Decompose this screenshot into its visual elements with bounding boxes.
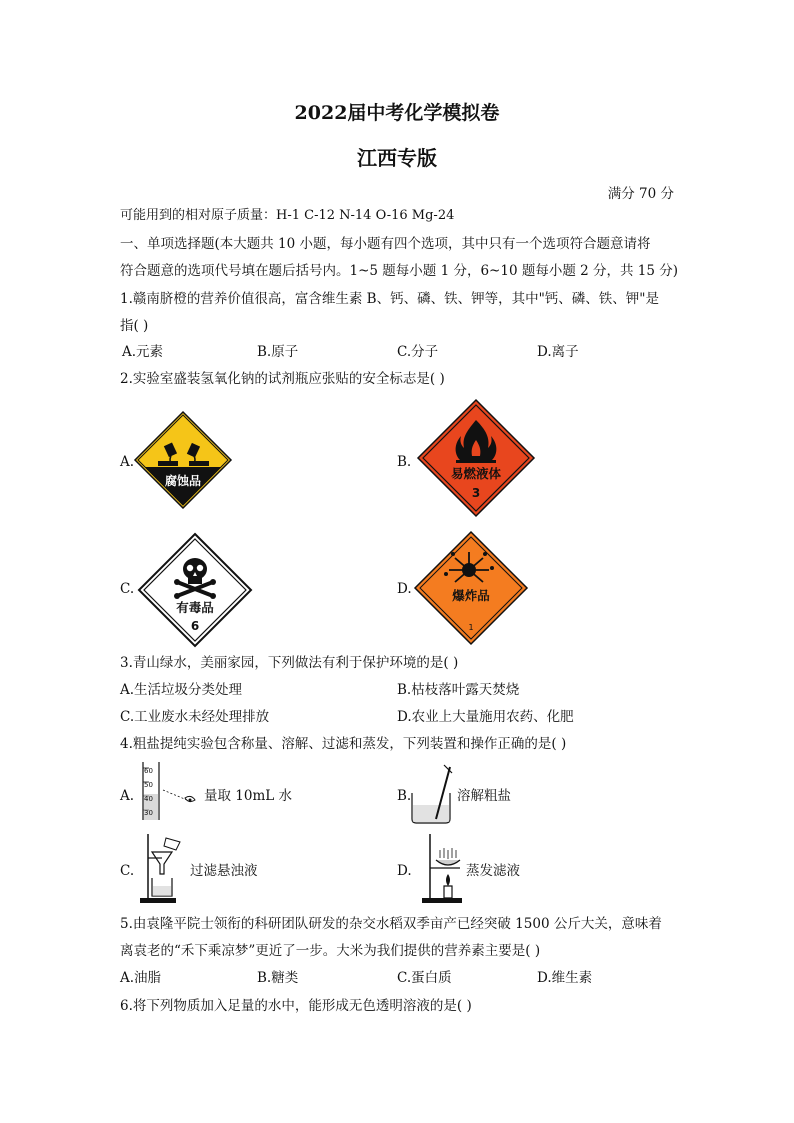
q1-option-d: D.离子 xyxy=(537,344,579,360)
q3-option-b: B.枯枝落叶露天焚烧 xyxy=(397,682,520,698)
toxic-sign xyxy=(137,532,253,648)
flammable-class-number: 3 xyxy=(471,486,481,500)
filtration-apparatus-icon xyxy=(138,832,188,904)
q6-stem: 6.将下列物质加入足量的水中，能形成无色透明溶液的是( ) xyxy=(120,998,472,1014)
q5-stem-line2: 离袁老的“禾下乘凉梦”更近了一步。大米为我们提供的营养素主要是( ) xyxy=(120,943,541,959)
exam-subtitle: 江西专版 xyxy=(357,146,437,170)
explosive-sign xyxy=(413,530,529,646)
total-score: 满分 70 分 xyxy=(607,186,674,202)
q3-option-d: D.农业上大量施用农药、化肥 xyxy=(397,709,574,725)
toxic-sign-label: 有毒品 xyxy=(176,600,214,615)
q1-stem-line2: 指( ) xyxy=(120,318,149,334)
corrosive-sign-label: 腐蚀品 xyxy=(164,474,202,488)
q3-option-a: A.生活垃圾分类处理 xyxy=(120,682,243,698)
cylinder-tick-50: 50 xyxy=(144,781,153,789)
q3-option-c: C.工业废水未经处理排放 xyxy=(120,709,270,725)
q4-caption-d: 蒸发滤液 xyxy=(466,863,520,879)
atomic-mass-line: 可能用到的相对原子质量：H-1 C-12 N-14 O-16 Mg-24 xyxy=(120,208,455,223)
cylinder-tick-30: 30 xyxy=(144,809,153,817)
q4-stem: 4.粗盐提纯实验包含称量、溶解、过滤和蒸发，下列装置和操作正确的是( ) xyxy=(120,736,567,752)
q3-stem: 3.青山绿水，美丽家园，下列做法有利于保护环境的是( ) xyxy=(120,655,459,671)
q4-letter-a: A. xyxy=(120,788,135,804)
q1-option-c: C.分子 xyxy=(397,344,439,360)
corrosive-sign xyxy=(133,410,233,510)
cylinder-tick-60: 60 xyxy=(144,767,153,775)
q1-option-b: B.原子 xyxy=(257,344,299,360)
explosive-sign-label: 爆炸品 xyxy=(452,588,490,603)
q1-option-a: A.元素 xyxy=(122,344,164,360)
q5-option-b: B.糖类 xyxy=(257,970,299,986)
q4-letter-d: D. xyxy=(397,863,412,879)
q5-option-d: D.维生素 xyxy=(537,970,593,986)
graduated-cylinder-icon xyxy=(137,760,202,822)
q4-caption-b: 溶解粗盐 xyxy=(457,788,511,804)
exam-title: 2022届中考化学模拟卷 xyxy=(294,102,500,124)
q4-caption-a: 量取 10mL 水 xyxy=(204,788,293,804)
section-heading-line1: 一、单项选择题(本大题共 10 小题，每小题有四个选项，其中只有一个选项符合题意请将 xyxy=(120,236,651,252)
cylinder-tick-40: 40 xyxy=(144,795,153,803)
q2-letter-c: C. xyxy=(120,581,135,597)
section-heading-line2: 符合题意的选项代号填在题后括号内。1~5 题每小题 1 分，6~10 题每小题 2 分，共 15 分) xyxy=(120,263,679,279)
toxic-class-number: 6 xyxy=(190,619,200,633)
q2-letter-a: A. xyxy=(120,454,135,470)
q1-stem-line1: 1.赣南脐橙的营养价值很高，富含维生素 B、钙、磷、铁、钾等，其中"钙、磷、铁、钾"是 xyxy=(120,291,660,307)
evaporation-apparatus-icon xyxy=(420,832,470,904)
q2-letter-d: D. xyxy=(397,581,412,597)
q4-letter-c: C. xyxy=(120,863,135,879)
explosive-class-number: 1 xyxy=(468,623,474,632)
beaker-stirring-icon xyxy=(406,763,456,825)
q5-option-a: A.油脂 xyxy=(120,970,162,986)
flammable-liquid-sign xyxy=(416,398,536,518)
q4-caption-c: 过滤悬浊液 xyxy=(190,863,258,879)
q5-stem-line1: 5.由袁隆平院士领衔的科研团队研发的杂交水稻双季亩产已经突破 1500 公斤大关，意味着 xyxy=(120,916,662,932)
q2-stem: 2.实验室盛装氢氧化钠的试剂瓶应张贴的安全标志是( ) xyxy=(120,371,445,387)
q5-option-c: C.蛋白质 xyxy=(397,970,452,986)
q4-letter-b: B. xyxy=(397,788,412,804)
q2-letter-b: B. xyxy=(397,454,412,470)
flammable-liquid-label: 易燃液体 xyxy=(450,466,502,481)
